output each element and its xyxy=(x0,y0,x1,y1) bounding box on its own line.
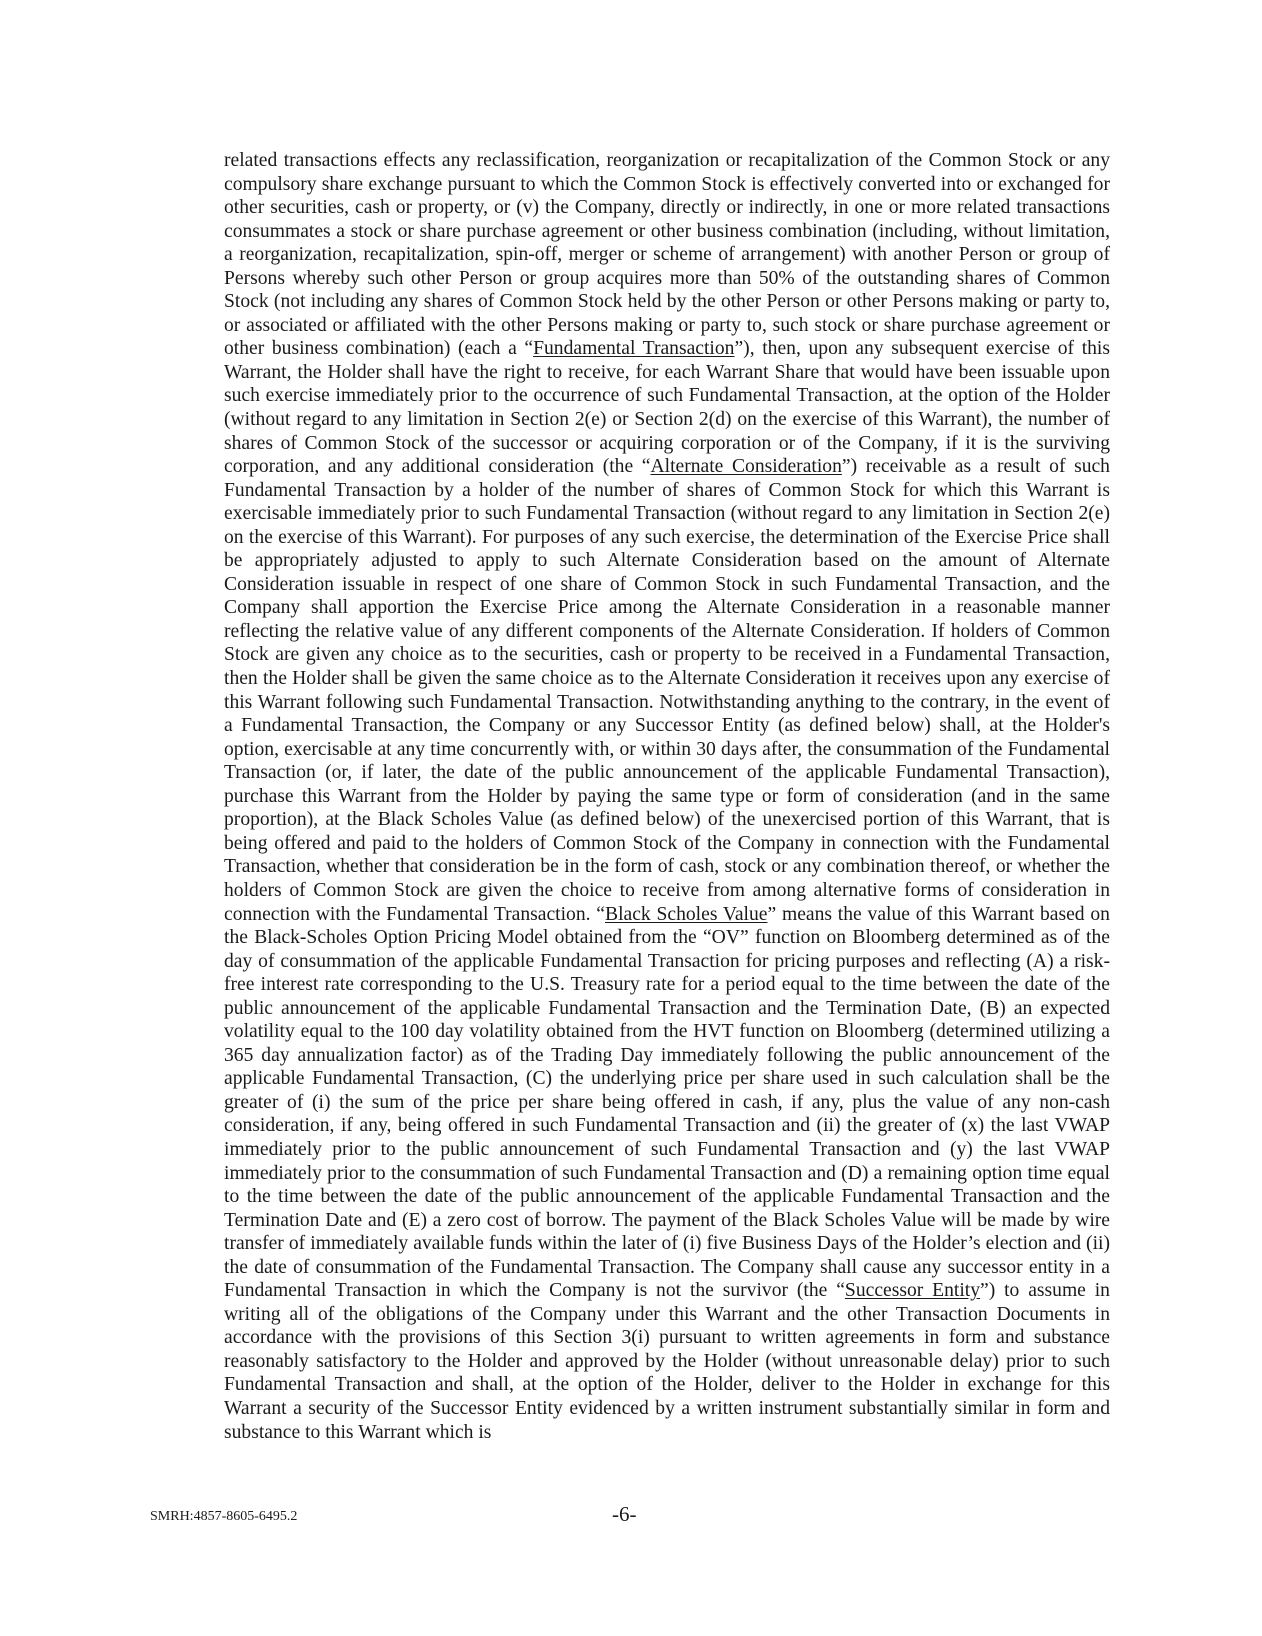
text-segment: ”), then, upon any subsequent exercise of this Warrant, the Holder shall have the right to receive, for each Warrant Share that would have been issuable upon such exercise immediately prior to the occurrence of such Fundamental Transaction, at the option of the Holder (without regard to any limitation in Section 2(e) or Section 2(d) on the exercise of this Warrant), the number of shares of Common Stock of the successor or acquiring corporation or of the Company, if it is the surviving corporation, and any additional consideration (the “ xyxy=(224,338,1110,478)
body-paragraph xyxy=(224,149,1110,1444)
defined-term-fundamental-transaction: Fundamental Transaction xyxy=(533,338,735,360)
defined-term-black-scholes-value: Black Scholes Value xyxy=(605,903,768,925)
footer-document-id: SMRH:4857-8605-6495.2 xyxy=(150,1509,298,1524)
text-segment: ” means the value of this Warrant based on the Black-Scholes Option Pricing Model obtained from the “OV” function on Bloomberg determined as of the day of consummation of the applicable Fundamental Transaction for pricing purposes and reflecting (A) a risk-free interest rate corresponding to the U.S. Treasury rate for a period equal to the time between the date of the public announcement of the applicable Fundamental Transaction and the Termination Date, (B) an expected volatility equal to the 100 day volatility obtained from the HVT function on Bloomberg (determined utilizing a 365 day annualization factor) as of the Trading Day immediately following the public announcement of the applicable Fundamental Transaction, (C) the underlying price per share used in such calculation shall be the greater of (i) the sum of the price per share being offered in cash, if any, plus the value of any non-cash consideration, if any, being offered in such Fundamental Transaction and (ii) the greater of (x) the last VWAP immediately prior to the public announcement of such Fundamental Transaction and (y) the last VWAP immediately prior to the consummation of such Fundamental Transaction and (D) a remaining option time equal to the time between the date of the public announcement of the applicable Fundamental Transaction and the Termination Date and (E) a zero cost of borrow. The payment of the Black Scholes Value will be made by wire transfer of immediately available funds within the later of (i) five Business Days of the Holder’s election and (ii) the date of consummation of the Fundamental Transaction. The Company shall cause any successor entity in a Fundamental Transaction in which the Company is not the survivor (the “ xyxy=(224,903,1110,1302)
defined-term-successor-entity: Successor Entity xyxy=(844,1280,981,1302)
text-segment: ”) to assume in writing all of the obligations of the Company under this Warrant and the other Transaction Documents in accordance with the provisions of this Section 3(i) pursuant to written agreements in form and substance reasonably satisfactory to the Holder and approved by the Holder (without unreasonable delay) prior to such Fundamental Transaction and shall, at the option of the Holder, deliver to the Holder in exchange for this Warrant a security of the Successor Entity evidenced by a written instrument substantially similar in form and substance to this Warrant which is xyxy=(224,1280,1110,1443)
text-segment: ”) receivable as a result of such Fundamental Transaction by a holder of the number of shares of Common Stock for which this Warrant is exercisable immediately prior to such Fundamental Transaction (without regard to any limitation in Section 2(e) on the exercise of this Warrant). For purposes of any such exercise, the determination of the Exercise Price shall be appropriately adjusted to apply to such Alternate Consideration based on the amount of Alternate Consideration issuable in respect of one share of Common Stock in such Fundamental Transaction, and the Company shall apportion the Exercise Price among the Alternate Consideration in a reasonable manner reflecting the relative value of any different components of the Alternate Consideration. If holders of Common Stock are given any choice as to the securities, cash or property to be received in a Fundamental Transaction, then the Holder shall be given the same choice as to the Alternate Consideration it receives upon any exercise of this Warrant following such Fundamental Transaction. Notwithstanding anything to the contrary, in the event of a Fundamental Transaction, the Company or any Successor Entity (as defined below) shall, at the Holder's option, exercisable at any time concurrently with, or within 30 days after, the consummation of the Fundamental Transaction (or, if later, the date of the public announcement of the applicable Fundamental Transaction), purchase this Warrant from the Holder by paying the same type or form of consideration (and in the same proportion), at the Black Scholes Value (as defined below) of the unexercised portion of this Warrant, that is being offered and paid to the holders of Common Stock of the Company in connection with the Fundamental Transaction, whether that consideration be in the form of cash, stock or any combination thereof, or whether the holders of Common Stock are given the choice to receive from among alternative forms of consideration in connection with the Fundamental Transaction. “ xyxy=(224,456,1110,925)
page-number: -6- xyxy=(612,1502,637,1526)
defined-term-alternate-consideration: Alternate Consideration xyxy=(650,456,842,478)
text-segment: related transactions effects any reclassification, reorganization or recapitalization of the Common Stock or any compulsory share exchange pursuant to which the Common Stock is effectively converted into or exchanged for other securities, cash or property, or (v) the Company, directly or indirectly, in one or more related transactions consummates a stock or share purchase agreement or other business combination (including, without limitation, a reorganization, recapitalization, spin-off, merger or scheme of arrangement) with another Person or group of Persons whereby such other Person or group acquires more than 50% of the outstanding shares of Common Stock (not including any shares of Common Stock held by the other Person or other Persons making or party to, or associated or affiliated with the other Persons making or party to, such stock or share purchase agreement or other business combination) (each a “ xyxy=(224,150,1110,360)
